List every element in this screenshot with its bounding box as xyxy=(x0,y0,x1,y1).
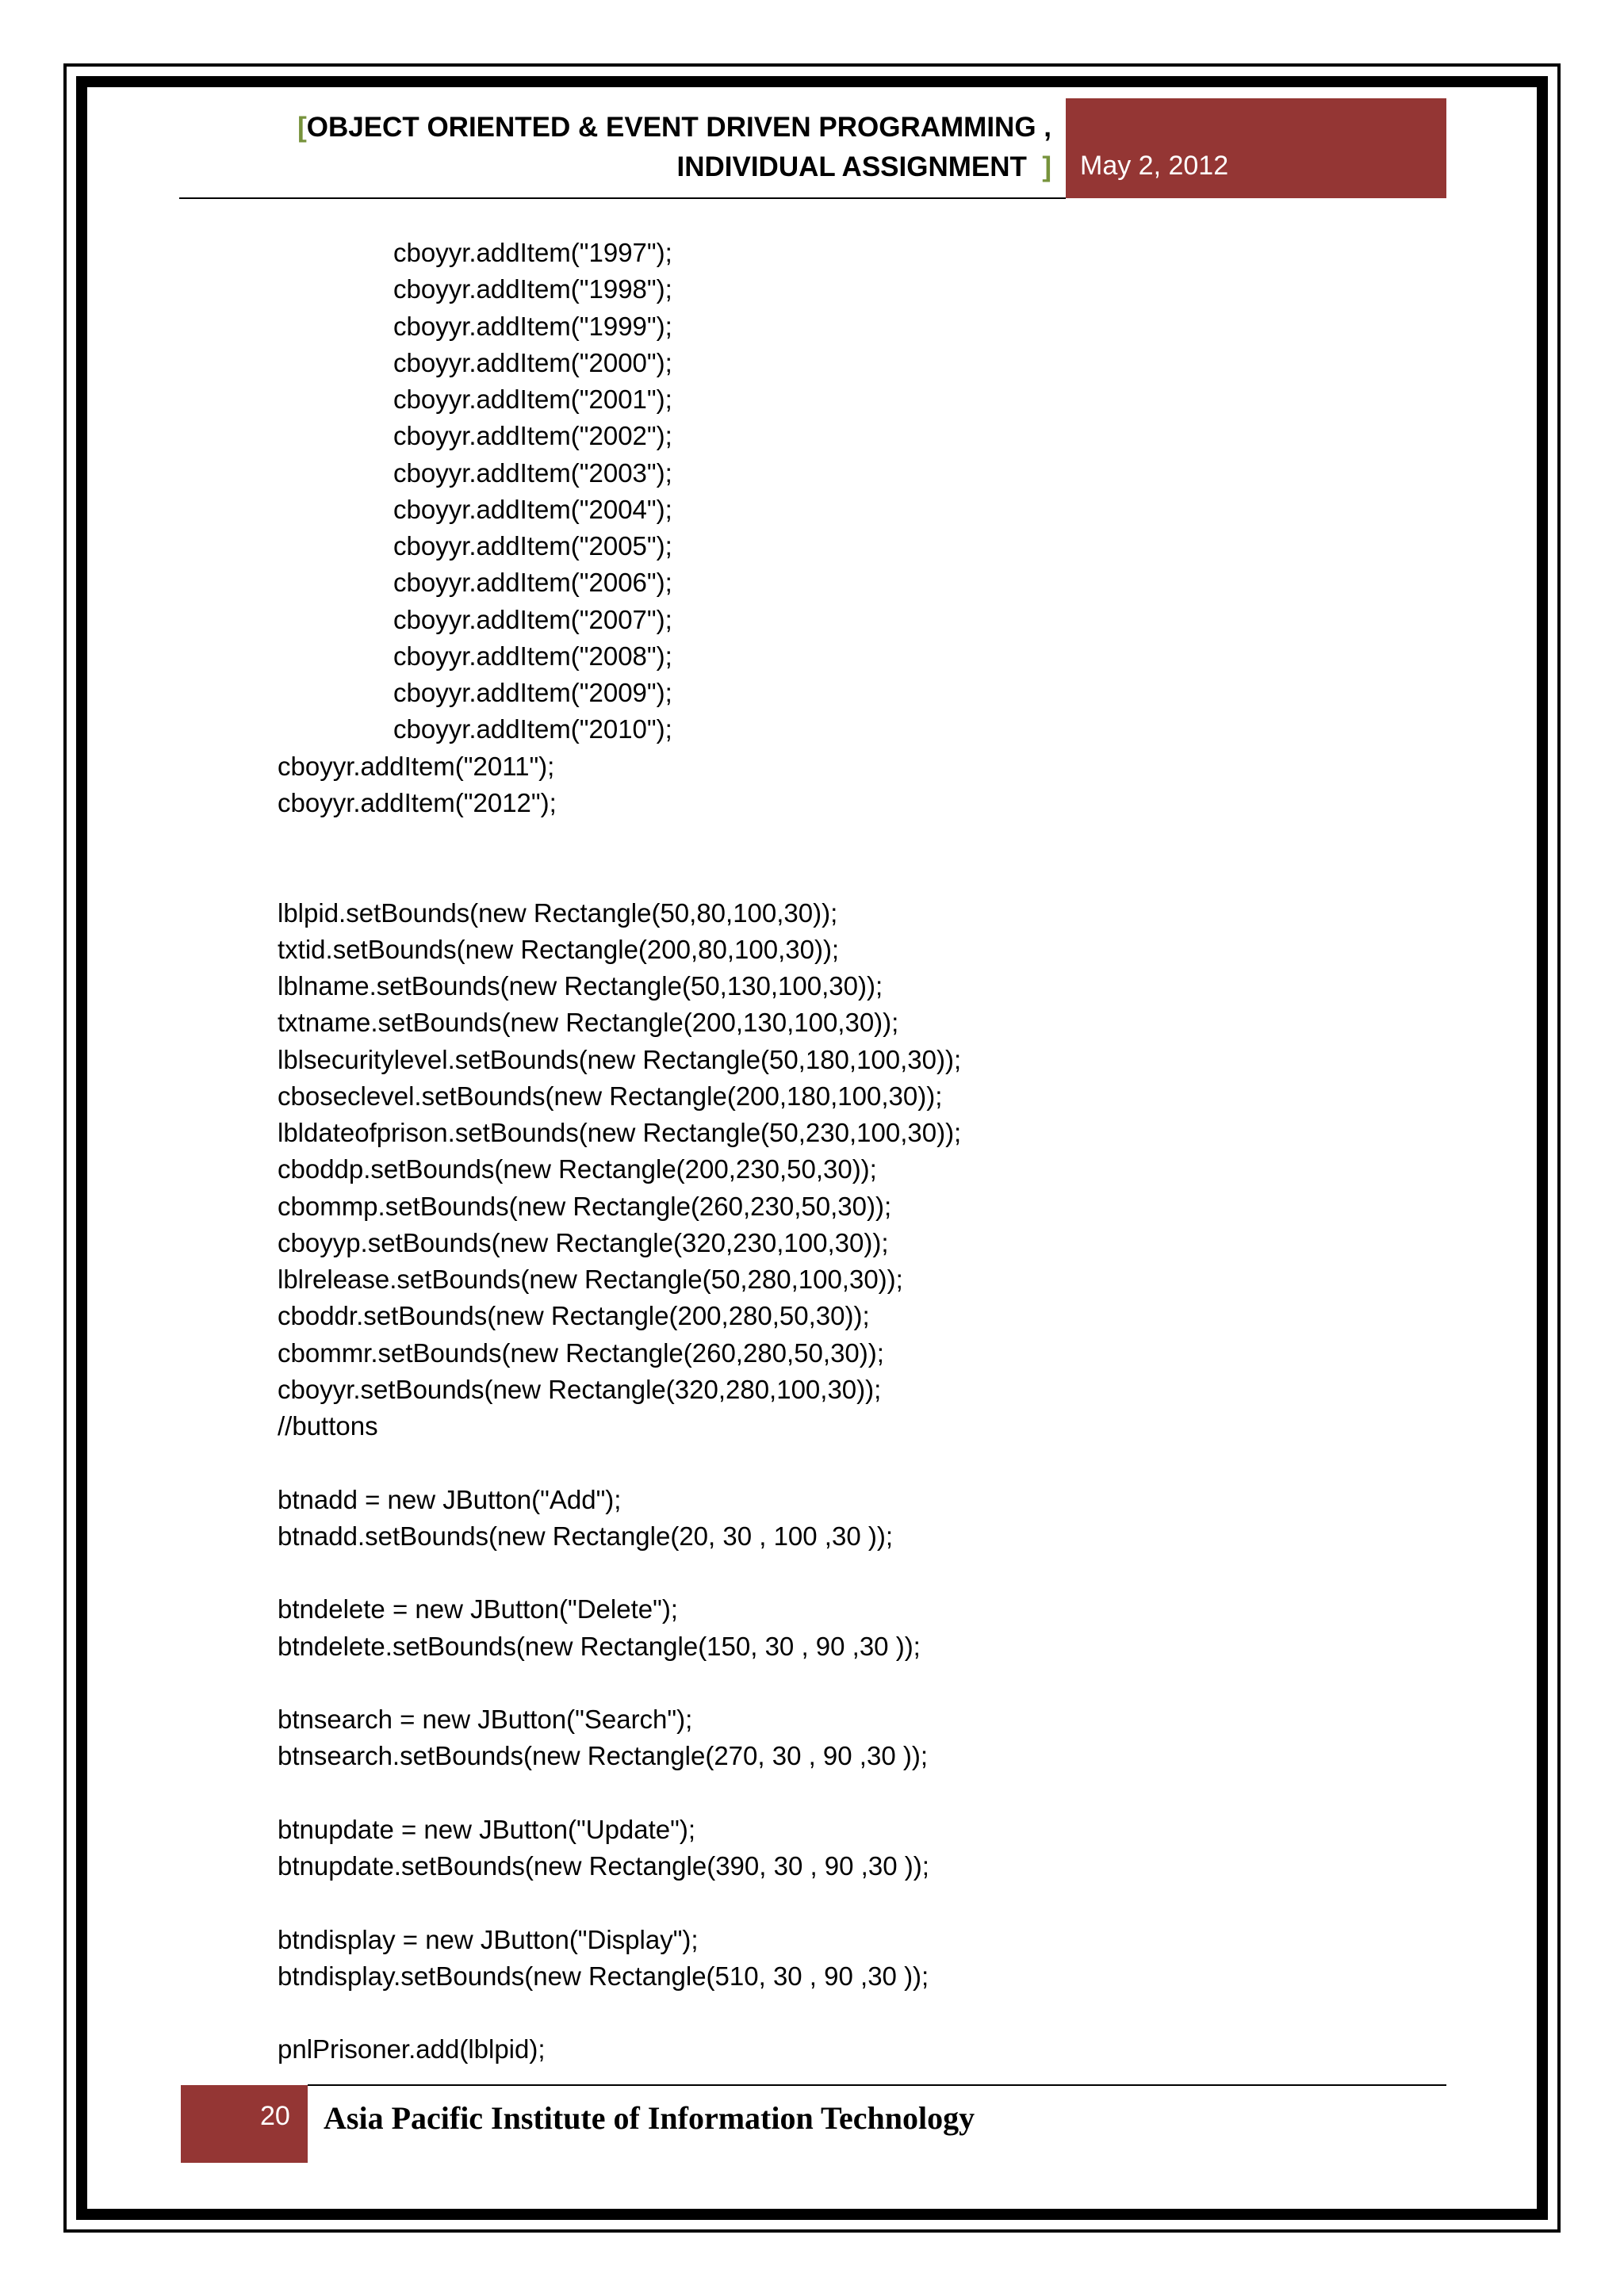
code-line-blank xyxy=(278,1555,1388,1591)
code-line: cboyyr.addItem("2011"); xyxy=(278,751,555,781)
code-line: lblpid.setBounds(new Rectangle(50,80,100,30)); xyxy=(278,897,838,928)
header-date-box xyxy=(1066,98,1446,198)
code-line-blank xyxy=(278,1995,1388,2031)
page-number: 20 xyxy=(260,2101,290,2131)
code-line: btnupdate = new JButton("Update"); xyxy=(278,1814,696,1844)
code-line: cboyyr.addItem("2003"); xyxy=(393,457,672,488)
code-line: cboyyr.addItem("2005"); xyxy=(393,531,672,561)
code-line: cboyyr.setBounds(new Rectangle(320,280,100,30)); xyxy=(278,1374,882,1404)
code-line: cbommp.setBounds(new Rectangle(260,230,50,30)); xyxy=(278,1191,892,1221)
code-line-blank xyxy=(278,821,1388,858)
code-listing xyxy=(278,235,1388,2068)
code-line: lblname.setBounds(new Rectangle(50,130,100,30)); xyxy=(278,971,883,1001)
header-title-line2 xyxy=(179,147,1051,187)
code-line: btnadd = new JButton("Add"); xyxy=(278,1484,622,1514)
code-line: cboyyr.addItem("2000"); xyxy=(393,347,672,377)
code-line: cboyyp.setBounds(new Rectangle(320,230,100,30)); xyxy=(278,1227,889,1257)
header-bracket-open: [ xyxy=(297,112,307,143)
code-line: lblrelease.setBounds(new Rectangle(50,280,100,30)); xyxy=(278,1265,903,1294)
header-bracket-close: ] xyxy=(1042,151,1051,182)
code-line: txtname.setBounds(new Rectangle(200,130,100,30)); xyxy=(278,1008,899,1038)
code-line-blank xyxy=(278,1775,1388,1812)
code-line: btnsearch.setBounds(new Rectangle(270, 30 , 90 ,30 )); xyxy=(278,1741,928,1771)
code-line: btndelete.setBounds(new Rectangle(150, 30 , 90 ,30 )); xyxy=(278,1631,921,1661)
code-line-blank xyxy=(278,1665,1388,1701)
code-line: cboyyr.addItem("2009"); xyxy=(393,678,672,707)
code-line: btndelete = new JButton("Delete"); xyxy=(278,1594,678,1624)
code-line-blank xyxy=(278,1885,1388,1921)
code-line: cboyyr.addItem("2006"); xyxy=(393,568,672,598)
header-title-line1 xyxy=(179,108,1051,147)
header-date: May 2, 2012 xyxy=(1080,151,1229,181)
code-line: btndisplay.setBounds(new Rectangle(510, 30 , 90 ,30 )); xyxy=(278,1961,929,1991)
code-line: cboddr.setBounds(new Rectangle(200,280,50,30)); xyxy=(278,1301,870,1331)
header-title-line1-text: OBJECT ORIENTED & EVENT DRIVEN PROGRAMMING , xyxy=(306,112,1051,143)
code-line: cboyyr.addItem("2012"); xyxy=(278,787,557,817)
code-line: cboseclevel.setBounds(new Rectangle(200,180,100,30)); xyxy=(278,1081,943,1111)
code-line: cboyyr.addItem("2001"); xyxy=(393,385,672,414)
code-line: cboddp.setBounds(new Rectangle(200,230,50,30)); xyxy=(278,1154,877,1184)
footer-rule xyxy=(308,2084,1446,2086)
code-line: cboyyr.addItem("2004"); xyxy=(393,494,672,524)
code-line-blank xyxy=(278,1445,1388,1481)
code-line: cboyyr.addItem("2002"); xyxy=(393,421,672,451)
code-line-blank xyxy=(278,858,1388,894)
header-rule xyxy=(179,197,1066,199)
code-line: cboyyr.addItem("1997"); xyxy=(393,238,672,267)
code-line: btnsearch = new JButton("Search"); xyxy=(278,1705,693,1734)
code-line: cboyyr.addItem("1999"); xyxy=(393,311,672,341)
header-title-line2-text: INDIVIDUAL ASSIGNMENT xyxy=(676,151,1027,182)
code-line: btndisplay = new JButton("Display"); xyxy=(278,1924,699,1954)
code-line: cboyyr.addItem("2008"); xyxy=(393,641,672,671)
code-line: btnadd.setBounds(new Rectangle(20, 30 , 100 ,30 )); xyxy=(278,1521,893,1551)
code-line: pnlPrisoner.add(lblpid); xyxy=(278,2034,546,2064)
code-line: cboyyr.addItem("1998"); xyxy=(393,274,672,304)
code-line: cbommr.setBounds(new Rectangle(260,280,50,30)); xyxy=(278,1337,884,1368)
footer-institution: Asia Pacific Institute of Information Technology xyxy=(324,2100,975,2136)
code-line: btnupdate.setBounds(new Rectangle(390, 30 , 90 ,30 )); xyxy=(278,1851,929,1881)
code-line: lbldateofprison.setBounds(new Rectangle(50,230,100,30)); xyxy=(278,1118,962,1147)
header-title xyxy=(179,108,1051,187)
code-line: txtid.setBounds(new Rectangle(200,80,100,30)); xyxy=(278,934,840,964)
code-line: lblsecuritylevel.setBounds(new Rectangle(50,180,100,30)); xyxy=(278,1044,962,1074)
code-line: cboyyr.addItem("2010"); xyxy=(393,714,672,744)
code-line: cboyyr.addItem("2007"); xyxy=(393,604,672,634)
code-line: //buttons xyxy=(278,1411,378,1441)
